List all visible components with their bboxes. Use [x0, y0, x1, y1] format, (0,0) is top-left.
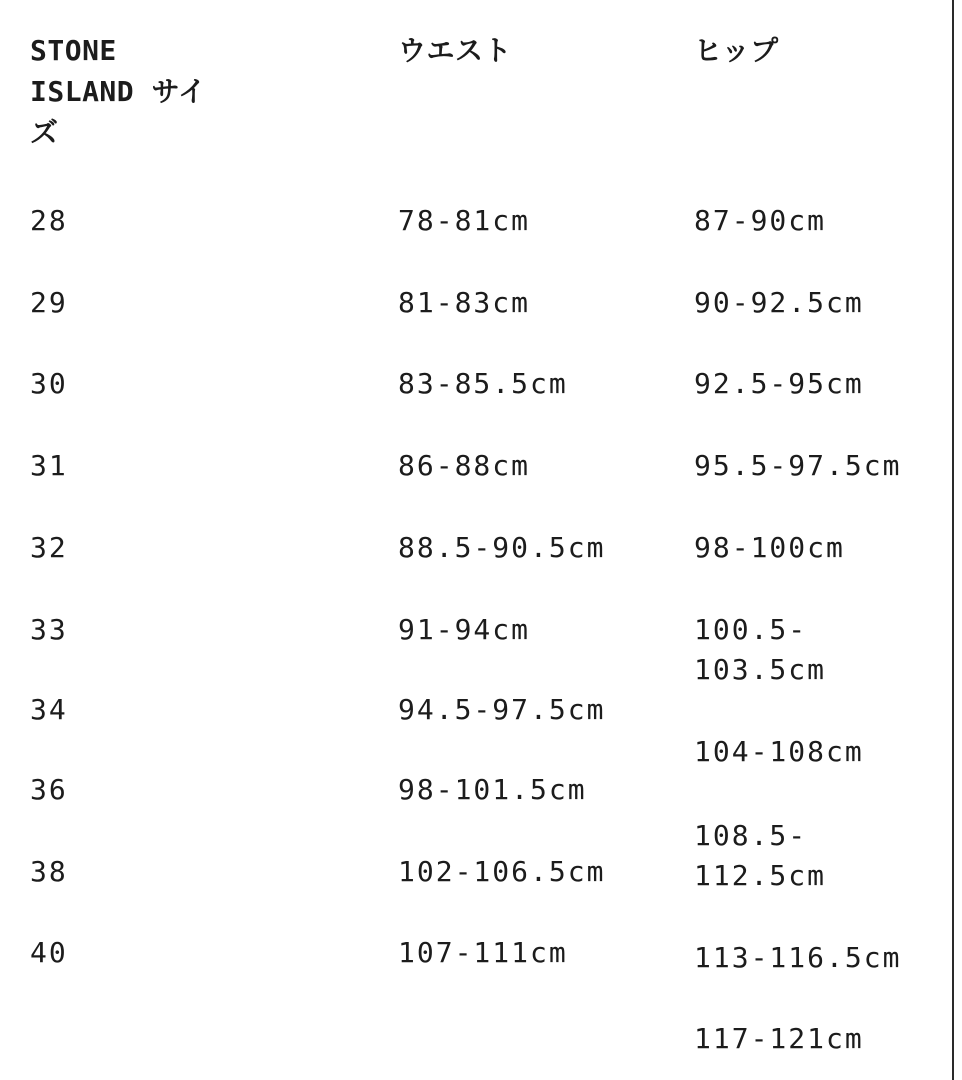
size-column: [30, 0, 360, 1080]
hip-cell: 95.5-97.5cm: [694, 449, 902, 482]
hip-cell: 87-90cm: [694, 204, 827, 237]
hip-cell: 113-116.5cm: [694, 941, 902, 974]
waist-cell: 78-81cm: [398, 204, 531, 237]
size-cell: 32: [30, 531, 68, 564]
waist-cell: 91-94cm: [398, 613, 531, 646]
hip-cell: 92.5-95cm: [694, 367, 864, 400]
size-cell: 28: [30, 204, 68, 237]
right-border: [952, 0, 954, 1080]
hip-cell: 98-100cm: [694, 531, 845, 564]
size-cell: 34: [30, 693, 68, 726]
size-cell: 40: [30, 936, 68, 969]
size-cell: 30: [30, 367, 68, 400]
waist-column: [398, 0, 688, 1080]
size-cell: 33: [30, 613, 68, 646]
waist-cell: 86-88cm: [398, 449, 531, 482]
size-column-header: STONE ISLAND サイズ: [30, 34, 207, 149]
waist-cell: 94.5-97.5cm: [398, 693, 606, 726]
waist-cell: 88.5-90.5cm: [398, 531, 606, 564]
waist-cell: 107-111cm: [398, 936, 568, 969]
waist-cell: 81-83cm: [398, 286, 531, 319]
hip-cell: 104-108cm: [694, 735, 864, 768]
size-cell: 38: [30, 855, 68, 888]
waist-cell: 98-101.5cm: [398, 773, 587, 806]
size-cell: 29: [30, 286, 68, 319]
size-cell: 36: [30, 773, 68, 806]
hip-column: [694, 0, 944, 1080]
waist-cell: 83-85.5cm: [398, 367, 568, 400]
size-cell: 31: [30, 449, 68, 482]
hip-cell: 90-92.5cm: [694, 286, 864, 319]
hip-cell: 117-121cm: [694, 1022, 864, 1055]
hip-column-header: ヒップ: [694, 34, 779, 67]
waist-cell: 102-106.5cm: [398, 855, 606, 888]
waist-column-header: ウエスト: [398, 34, 513, 67]
hip-cell: 108.5-112.5cm: [694, 819, 827, 892]
hip-cell: 100.5-103.5cm: [694, 613, 827, 686]
